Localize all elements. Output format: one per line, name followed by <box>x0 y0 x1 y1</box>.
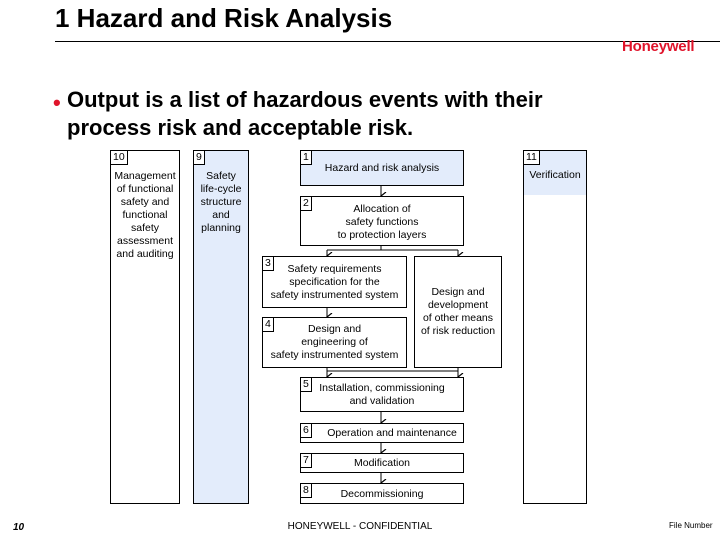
honeywell-logo: Honeywell <box>622 38 695 55</box>
file-number: File Number <box>669 521 713 530</box>
box-2-allocation <box>300 196 464 246</box>
box-number: 5 <box>301 378 312 392</box>
box-label: Installation, commissioning and validation <box>319 382 445 407</box>
box-label: Safety requirements specification for the safety instrumented system <box>270 263 399 301</box>
box-9-lifecycle <box>193 150 249 504</box>
box-7-modification <box>300 453 464 473</box>
slide-title: 1 Hazard and Risk Analysis <box>55 3 393 33</box>
box-1-hazard-analysis <box>300 150 464 186</box>
bullet-text: Output is a list of hazardous events with their process risk and acceptable risk. <box>67 87 543 140</box>
box-3-srs <box>262 256 407 308</box>
box-label: Operation and maintenance <box>327 427 457 439</box>
box-label: Design and development of other means of risk reduction <box>420 286 496 337</box>
box-label: Verification <box>529 169 581 181</box>
box-label: Design and engineering of safety instrumented system <box>270 323 399 361</box>
box-number: 9 <box>194 151 205 165</box>
box-6-operation <box>300 423 464 443</box>
box-label: Modification <box>353 457 411 469</box>
box-label: Safety life-cycle structure and planning <box>200 170 242 234</box>
box-label: Hazard and risk analysis <box>324 162 440 174</box>
box-number: 1 <box>301 151 312 165</box>
box-5-installation <box>300 377 464 412</box>
box-4-design <box>262 317 407 368</box>
box-8-decommissioning <box>300 483 464 504</box>
page-number: 10 <box>13 522 25 533</box>
box-label: Decommissioning <box>340 488 424 500</box>
box-other-means <box>414 256 502 368</box>
box-number: 10 <box>111 151 128 165</box>
box-number: 6 <box>301 424 312 438</box>
box-label: Allocation of safety functions to protection layers <box>337 203 427 241</box>
box-number: 8 <box>301 484 312 498</box>
box-number: 4 <box>263 318 274 332</box>
box-10-management <box>110 150 180 504</box>
bullet-icon: • <box>53 90 61 115</box>
box-number: 2 <box>301 197 312 211</box>
box-number: 7 <box>301 454 312 468</box>
box-label: Management of functional safety and functional safety assessment and auditing <box>114 170 176 260</box>
confidential-label: HONEYWELL - CONFIDENTIAL <box>287 521 433 532</box>
box-number: 3 <box>263 257 274 271</box>
box-11-verification <box>523 150 587 504</box>
box-number: 11 <box>524 151 540 165</box>
